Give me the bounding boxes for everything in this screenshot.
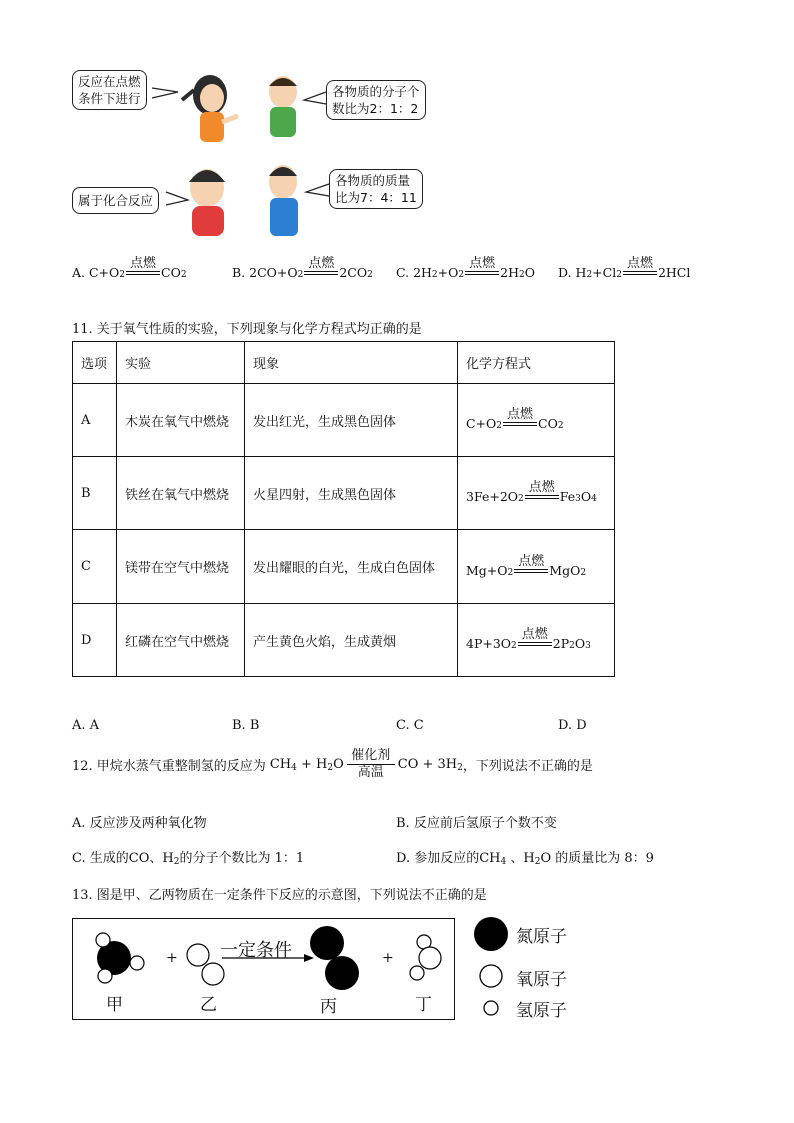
legend-hydrogen: 氢原子: [516, 1001, 567, 1021]
speech-bubble-1: 反应在点燃 条件下进行: [72, 70, 147, 110]
speech-bubble-4: 各物质的质量 比为7：4：11: [329, 169, 423, 209]
table-row: A 木炭在氧气中燃烧 发出红光，生成黑色固体 C+O 2 点燃 CO $_2$: [73, 384, 615, 457]
q10-option-a[interactable]: A. C+O $_2$ 点燃 CO $_2$: [72, 256, 187, 280]
boy-figure-1: [269, 76, 297, 137]
q11-answer-a[interactable]: A. A: [72, 718, 100, 733]
man-figure: [269, 165, 298, 236]
q12-stem: 12. 甲烷水蒸气重整制氢的反应为 $CH_4 + H_2O$ 催化剂 高温 CO + $3H_2$ ，下列说法不正确的是: [72, 748, 593, 780]
equation-cell: 4P+3O 2 点燃 2P $_2$ O 3: [458, 604, 615, 677]
boy-figure-2: [189, 169, 225, 236]
table-header: 现象: [245, 342, 458, 384]
equation-cell: C+O 2 点燃 CO $_2$: [458, 384, 615, 457]
q11-stem: 11. 关于氧气性质的实验，下列现象与化学方程式均正确的是: [72, 322, 422, 337]
table-row: C 镁带在空气中燃烧 发出耀眼的白光，生成白色固体 Mg+O 2 点燃 MgO $_2$: [73, 530, 615, 604]
q10-option-c[interactable]: C. 2H $_2$ +O $_2$ 点燃 2H $_2$ O: [396, 256, 535, 280]
q10-option-b[interactable]: B. 2CO+O $_2$ 点燃 2CO $_2$: [232, 256, 373, 280]
molecule-graphics: [72, 918, 462, 1020]
q12-option-b[interactable]: B. 反应前后氢原子个数不变: [396, 816, 557, 831]
cartoon-illustration: [0, 0, 794, 260]
table-row: B 铁丝在氧气中燃烧 火星四射，生成黑色固体 3Fe+2O 2 点燃 Fe $_3$ O 4: [73, 457, 615, 530]
label-jia: 甲: [106, 995, 123, 1015]
q12-option-a[interactable]: A. 反应涉及两种氧化物: [72, 816, 207, 831]
table-header: 选项: [73, 342, 117, 384]
legend-nitrogen: 氮原子: [516, 927, 567, 947]
label-ding: 丁: [415, 995, 432, 1015]
equation-cell: Mg+O 2 点燃 MgO $_2$: [458, 530, 615, 604]
q11-answer-d[interactable]: D. D: [558, 718, 587, 733]
q13-stem: 13. 图是甲、乙两物质在一定条件下反应的示意图，下列说法不正确的是: [72, 888, 487, 903]
equation-cell: 3Fe+2O 2 点燃 Fe $_3$ O 4: [458, 457, 615, 530]
girl-figure: [182, 75, 238, 142]
table-header: 实验: [117, 342, 245, 384]
q10-option-d[interactable]: D. H $_2$ +Cl $_2$ 点燃 2HCl: [558, 256, 691, 280]
q11-table: [72, 341, 615, 677]
label-yi: 乙: [200, 995, 217, 1015]
legend-oxygen: 氧原子: [516, 970, 567, 990]
plus-sign-1: +: [166, 950, 178, 966]
speech-bubble-3: 属于化合反应: [72, 187, 159, 214]
speech-bubble-2: 各物质的分子个 数比为2：1：2: [326, 80, 426, 120]
q12-option-d[interactable]: D. 参加反应的$CH_4$ 、$H_2O$ 的质量比为 8：9: [396, 851, 654, 867]
table-row: D 红磷在空气中燃烧 产生黄色火焰，生成黄烟 4P+3O 2 点燃 2P $_2$ O 3: [73, 604, 615, 677]
condition-label: 一定条件: [220, 940, 292, 961]
label-bing: 丙: [320, 997, 337, 1017]
q11-answer-c[interactable]: C. C: [396, 718, 424, 733]
q11-answer-b[interactable]: B. B: [232, 718, 260, 733]
q12-option-c[interactable]: C. 生成的CO、$H_2$的分子个数比为 1：1: [72, 851, 305, 867]
plus-sign-2: +: [382, 950, 394, 966]
table-header: 化学方程式: [458, 342, 615, 384]
